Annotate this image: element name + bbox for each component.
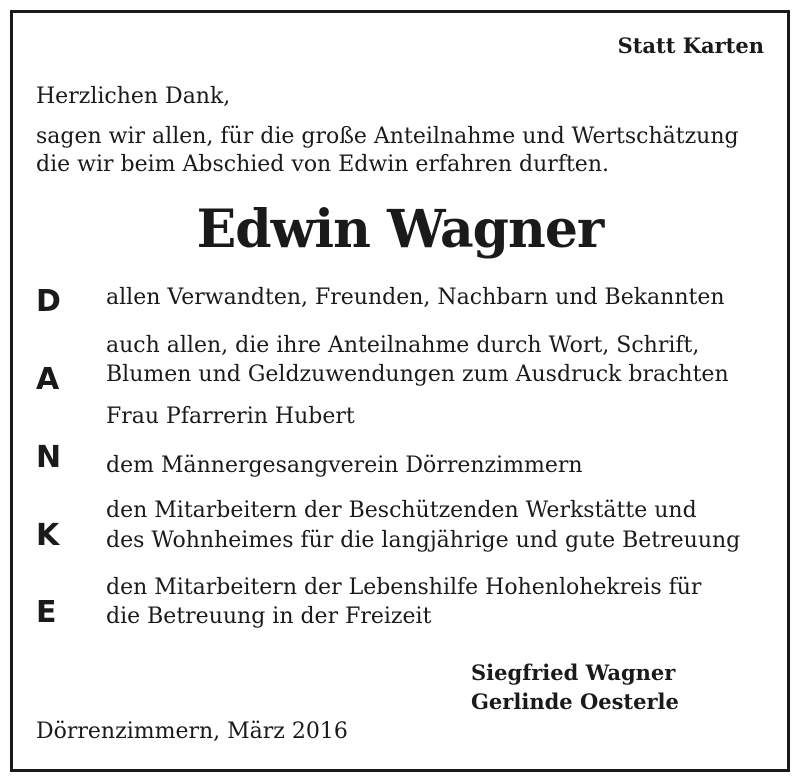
danke-line: den Mitarbeitern der Beschützenden Werkstätte und [106, 498, 697, 523]
signature-2: Gerlinde Oesterle [471, 689, 679, 714]
danke-letter-n: N [36, 440, 62, 475]
danke-letter-k: K [36, 518, 60, 553]
danke-line: dem Männergesangverein Dörrenzimmern [106, 453, 583, 478]
greeting: Herzlichen Dank, [36, 84, 231, 109]
danke-letter-a: A [36, 362, 60, 397]
place-date: Dörrenzimmern, März 2016 [36, 719, 348, 744]
deceased-name: Edwin Wagner [196, 199, 604, 260]
statt-karten-note: Statt Karten [617, 33, 764, 58]
danke-line: auch allen, die ihre Anteilnahme durch Wort, Schrift, [106, 333, 700, 358]
danke-letter-e: E [36, 595, 57, 630]
danke-line: allen Verwandten, Freunden, Nachbarn und Bekannten [106, 285, 725, 310]
danke-line: Blumen und Geldzuwendungen zum Ausdruck brachten [106, 362, 729, 387]
danke-line: die Betreuung in der Freizeit [106, 604, 432, 629]
intro-line-1: sagen wir allen, für die große Anteilnahme und Wertschätzung [36, 124, 739, 149]
danke-line: den Mitarbeitern der Lebenshilfe Hohenlohekreis für [106, 575, 702, 600]
danke-line: Frau Pfarrerin Hubert [106, 404, 355, 429]
signature-1: Siegfried Wagner [471, 660, 676, 685]
danke-line: des Wohnheimes für die langjährige und gute Betreuung [106, 528, 741, 553]
intro-line-2: die wir beim Abschied von Edwin erfahren durften. [36, 152, 609, 177]
danke-letter-d: D [36, 284, 61, 319]
